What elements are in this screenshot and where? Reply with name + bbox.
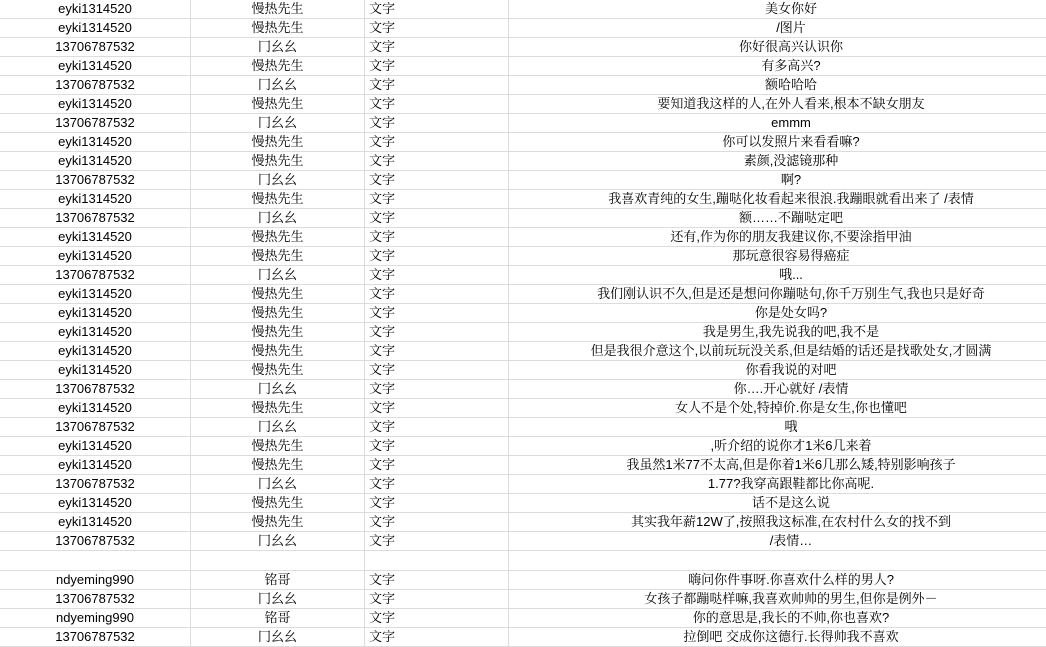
table-row [0,571,1046,590]
cell-content: /图片 [509,19,1046,38]
table-row [0,380,1046,399]
cell-nickname: 慢热先生 [191,304,365,323]
cell-message-type: 文字 [365,437,509,456]
cell-content: 我喜欢青纯的女生,蹦哒化妆看起来很浪.我蹦眼就看出来了 /表情 [509,190,1046,209]
cell-nickname: 铭哥 [191,609,365,628]
cell-message-type: 文字 [365,266,509,285]
table-row [0,152,1046,171]
cell-account: 13706787532 [0,628,191,647]
cell-nickname: 慢热先生 [191,494,365,513]
cell-account: 13706787532 [0,266,191,285]
cell-nickname: 慢热先生 [191,285,365,304]
cell-content: 你是处女吗? [509,304,1046,323]
cell-content: 有多高兴? [509,57,1046,76]
cell-message-type: 文字 [365,323,509,342]
table-row [0,475,1046,494]
cell-content: ,听介绍的说你才1米6几来着 [509,437,1046,456]
cell-account: 13706787532 [0,76,191,95]
table-row [0,247,1046,266]
cell-nickname: 慢热先生 [191,247,365,266]
cell-nickname [191,551,365,571]
cell-account: 13706787532 [0,590,191,609]
table-row [0,171,1046,190]
cell-content: 但是我很介意这个,以前玩玩没关系,但是结婚的话还是找歌处女,才圆满 [509,342,1046,361]
cell-message-type: 文字 [365,171,509,190]
cell-content: 你好很高兴认识你 [509,38,1046,57]
cell-account: eyki1314520 [0,190,191,209]
cell-nickname: 慢热先生 [191,361,365,380]
cell-account: eyki1314520 [0,342,191,361]
cell-account: eyki1314520 [0,95,191,114]
table-row [0,0,1046,19]
cell-message-type: 文字 [365,228,509,247]
cell-content: 你可以发照片来看看嘛? [509,133,1046,152]
cell-account: 13706787532 [0,38,191,57]
cell-nickname: 慢热先生 [191,513,365,532]
cell-content: 你….开心就好 /表情 [509,380,1046,399]
cell-content: 我是男生,我先说我的吧,我不是 [509,323,1046,342]
cell-message-type: 文字 [365,361,509,380]
cell-message-type: 文字 [365,38,509,57]
cell-nickname: 慢热先生 [191,228,365,247]
cell-content: 那玩意很容易得癌症 [509,247,1046,266]
table-row [0,361,1046,380]
cell-account: 13706787532 [0,380,191,399]
cell-message-type: 文字 [365,57,509,76]
cell-account: eyki1314520 [0,437,191,456]
cell-content: 美女你好 [509,0,1046,19]
table-row [0,133,1046,152]
cell-message-type: 文字 [365,609,509,628]
table-row [0,285,1046,304]
cell-content: 哦... [509,266,1046,285]
table-row [0,323,1046,342]
cell-nickname: 冂幺幺 [191,418,365,437]
cell-nickname: 慢热先生 [191,19,365,38]
table-row [0,209,1046,228]
cell-nickname: 铭哥 [191,571,365,590]
cell-message-type: 文字 [365,456,509,475]
cell-content: 要知道我这样的人,在外人看来,根本不缺女朋友 [509,95,1046,114]
cell-content: 1.77?我穿高跟鞋都比你高呢. [509,475,1046,494]
table-row [0,494,1046,513]
table-row [0,76,1046,95]
table-row [0,609,1046,628]
cell-content: 你的意思是,我长的不帅,你也喜欢? [509,609,1046,628]
cell-account: 13706787532 [0,209,191,228]
cell-account: eyki1314520 [0,228,191,247]
table-row [0,513,1046,532]
cell-content: 哦 [509,418,1046,437]
cell-account: eyki1314520 [0,0,191,19]
cell-content: 嗨问你件事呀.你喜欢什么样的男人? [509,571,1046,590]
cell-message-type: 文字 [365,19,509,38]
cell-content: 额……不蹦哒定吧 [509,209,1046,228]
cell-message-type: 文字 [365,532,509,551]
table-row [0,342,1046,361]
cell-nickname: 慢热先生 [191,190,365,209]
cell-nickname: 冂幺幺 [191,38,365,57]
cell-account: eyki1314520 [0,494,191,513]
table-row [0,590,1046,609]
cell-account: eyki1314520 [0,152,191,171]
cell-content: 还有,作为你的朋友我建议你,不要涂指甲油 [509,228,1046,247]
cell-message-type: 文字 [365,380,509,399]
cell-account: eyki1314520 [0,285,191,304]
table-row [0,456,1046,475]
cell-content: 我们刚认识不久,但是还是想问你蹦哒句,你千万别生气,我也只是好奇 [509,285,1046,304]
cell-account: eyki1314520 [0,399,191,418]
cell-account: 13706787532 [0,171,191,190]
cell-message-type: 文字 [365,247,509,266]
cell-nickname: 冂幺幺 [191,532,365,551]
cell-nickname: 冂幺幺 [191,114,365,133]
table-row [0,418,1046,437]
cell-message-type: 文字 [365,628,509,647]
cell-nickname: 慢热先生 [191,323,365,342]
cell-account: ndyeming990 [0,609,191,628]
table-row [0,532,1046,551]
cell-message-type: 文字 [365,342,509,361]
cell-nickname: 冂幺幺 [191,380,365,399]
cell-message-type: 文字 [365,475,509,494]
cell-message-type: 文字 [365,133,509,152]
cell-message-type: 文字 [365,0,509,19]
cell-nickname: 冂幺幺 [191,266,365,285]
table-row [0,190,1046,209]
table-spacer-row [0,551,1046,571]
cell-nickname: 冂幺幺 [191,209,365,228]
cell-message-type: 文字 [365,399,509,418]
cell-message-type: 文字 [365,95,509,114]
cell-nickname: 慢热先生 [191,95,365,114]
cell-content: 女人不是个处,特掉价.你是女生,你也懂吧 [509,399,1046,418]
cell-content: 女孩子都蹦哒样嘛,我喜欢帅帅的男生,但你是例外－ [509,590,1046,609]
cell-message-type: 文字 [365,76,509,95]
cell-message-type: 文字 [365,190,509,209]
table-row [0,95,1046,114]
cell-message-type: 文字 [365,513,509,532]
cell-account: eyki1314520 [0,456,191,475]
cell-content: emmm [509,114,1046,133]
cell-account: 13706787532 [0,418,191,437]
cell-content: 额哈哈哈 [509,76,1046,95]
cell-content: 其实我年薪12W了,按照我这标准,在农村什么女的找不到 [509,513,1046,532]
table-row [0,437,1046,456]
table-row [0,228,1046,247]
cell-account: eyki1314520 [0,304,191,323]
cell-message-type: 文字 [365,418,509,437]
cell-account: eyki1314520 [0,133,191,152]
table-row [0,304,1046,323]
cell-account: eyki1314520 [0,361,191,380]
cell-message-type: 文字 [365,152,509,171]
cell-account: eyki1314520 [0,513,191,532]
cell-account: eyki1314520 [0,247,191,266]
cell-nickname: 冂幺幺 [191,475,365,494]
cell-account: eyki1314520 [0,323,191,342]
cell-content: 啊? [509,171,1046,190]
cell-account: eyki1314520 [0,57,191,76]
table-row [0,38,1046,57]
cell-nickname: 慢热先生 [191,342,365,361]
cell-content: 拉倒吧 交成你这德行.长得帅我不喜欢 [509,628,1046,647]
cell-message-type: 文字 [365,209,509,228]
cell-nickname: 慢热先生 [191,399,365,418]
table-row [0,266,1046,285]
cell-nickname: 冂幺幺 [191,171,365,190]
cell-account: eyki1314520 [0,19,191,38]
cell-account [0,551,191,571]
table-row [0,114,1046,133]
cell-nickname: 慢热先生 [191,133,365,152]
cell-account: 13706787532 [0,114,191,133]
table-row [0,19,1046,38]
table-row [0,399,1046,418]
cell-nickname: 慢热先生 [191,152,365,171]
cell-nickname: 慢热先生 [191,57,365,76]
cell-content: /表情… [509,532,1046,551]
cell-nickname: 冂幺幺 [191,76,365,95]
cell-message-type: 文字 [365,590,509,609]
cell-message-type: 文字 [365,494,509,513]
cell-content: 我虽然1米77不太高,但是你着1米6几那么矮,特别影响孩子 [509,456,1046,475]
cell-message-type: 文字 [365,304,509,323]
cell-content: 话不是这么说 [509,494,1046,513]
table-row [0,57,1046,76]
cell-content: 你看我说的对吧 [509,361,1046,380]
cell-message-type: 文字 [365,571,509,590]
cell-account: ndyeming990 [0,571,191,590]
cell-content [509,551,1046,571]
cell-content: 素颜,没滤镜那种 [509,152,1046,171]
cell-nickname: 慢热先生 [191,456,365,475]
cell-nickname: 冂幺幺 [191,590,365,609]
cell-account: 13706787532 [0,532,191,551]
cell-nickname: 慢热先生 [191,0,365,19]
cell-message-type: 文字 [365,285,509,304]
cell-account: 13706787532 [0,475,191,494]
cell-message-type: 文字 [365,114,509,133]
cell-nickname: 冂幺幺 [191,628,365,647]
cell-nickname: 慢热先生 [191,437,365,456]
cell-message-type [365,551,509,571]
